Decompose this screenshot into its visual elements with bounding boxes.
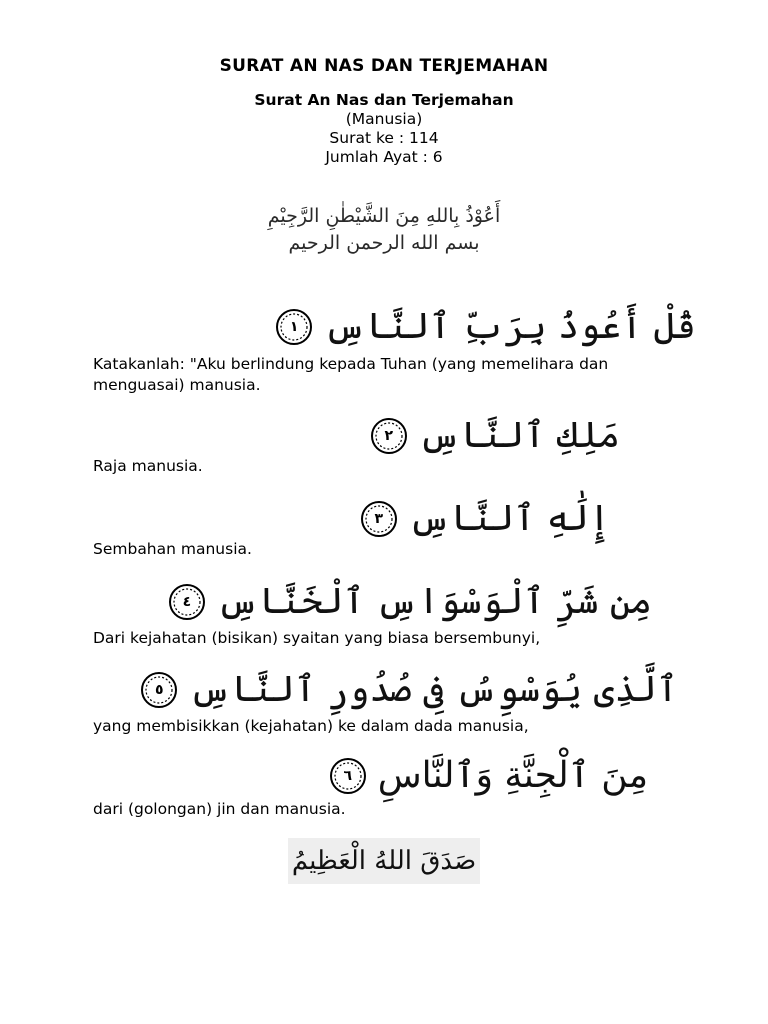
- verse-2-number: ٢: [384, 428, 393, 444]
- verse-2-translation: Raja manusia.: [93, 457, 203, 475]
- taawudh-text: أَعُوْذُ بِاللهِ مِنَ الشَّيْطٰنِ الرَّجِيْمِ: [267, 205, 501, 227]
- verse-end-marker-icon: [139, 670, 179, 710]
- verse-5-arabic-text: ٱلَّذِى يُوَسْوِسُ فِى صُدُورِ ٱلنَّاسِ: [189, 669, 678, 710]
- surah-meaning: (Manusia): [345, 110, 423, 128]
- verse-1-number: ١: [289, 319, 299, 335]
- verse-6-arabic-text: مِنَ ٱلْجِنَّةِ وَٱلنَّاسِ: [377, 755, 648, 796]
- verse-1-arabic: [274, 297, 696, 357]
- verse-6-arabic: [328, 746, 648, 806]
- verse-1-translation: Katakanlah: "Aku berlindung kepada Tuhan (yang memelihara dan menguasai) manusia.: [93, 355, 609, 394]
- verse-4-translation: Dari kejahatan (bisikan) syaitan yang biasa bersembunyi,: [93, 629, 541, 647]
- verse-4-arabic-text: مِن شَرِّ ٱلْوَسْوَاسِ ٱلْخَنَّاسِ: [216, 581, 652, 622]
- opening-invocation: [0, 203, 768, 257]
- verse-5-number: ٥: [154, 682, 164, 698]
- verse-end-marker-icon: [328, 756, 368, 796]
- verse-end-marker-icon: [369, 416, 409, 456]
- verse-end-marker-icon: [274, 307, 314, 347]
- verse-3-arabic-text: إِلَٰهِ ٱلنَّاسِ: [408, 498, 610, 539]
- basmalah-text: بسم الله الرحمن الرحيم: [288, 232, 480, 254]
- verse-5-arabic: [139, 660, 678, 720]
- verse-6-number: ٦: [343, 768, 353, 784]
- verse-end-marker-icon: [167, 582, 207, 622]
- verse-count: Jumlah Ayat : 6: [325, 148, 443, 166]
- surah-number: Surat ke : 114: [329, 129, 439, 147]
- verse-3-translation: Sembahan manusia.: [93, 540, 252, 558]
- verse-4-number: ٤: [182, 594, 192, 610]
- verse-end-marker-icon: [359, 499, 399, 539]
- verse-1-arabic-text: قُلْ أَعُوذُ بِرَبِّ ٱلنَّاسِ: [324, 306, 696, 347]
- verse-3-number: ٣: [374, 511, 383, 527]
- verse-4-arabic: [167, 572, 652, 632]
- verse-2-arabic-text: مَلِكِ ٱلنَّاسِ: [418, 415, 620, 456]
- surah-info: [0, 91, 768, 167]
- surah-subtitle: Surat An Nas dan Terjemahan: [254, 91, 514, 109]
- verse-6-translation: dari (golongan) jin dan manusia.: [93, 800, 346, 818]
- verse-5-translation: yang membisikkan (kejahatan) ke dalam dada manusia,: [93, 717, 529, 735]
- document-title: SURAT AN NAS DAN TERJEMAHAN: [219, 56, 549, 76]
- closing-phrase: صَدَقَ اللهُ الْعَظِيمُ: [288, 838, 480, 884]
